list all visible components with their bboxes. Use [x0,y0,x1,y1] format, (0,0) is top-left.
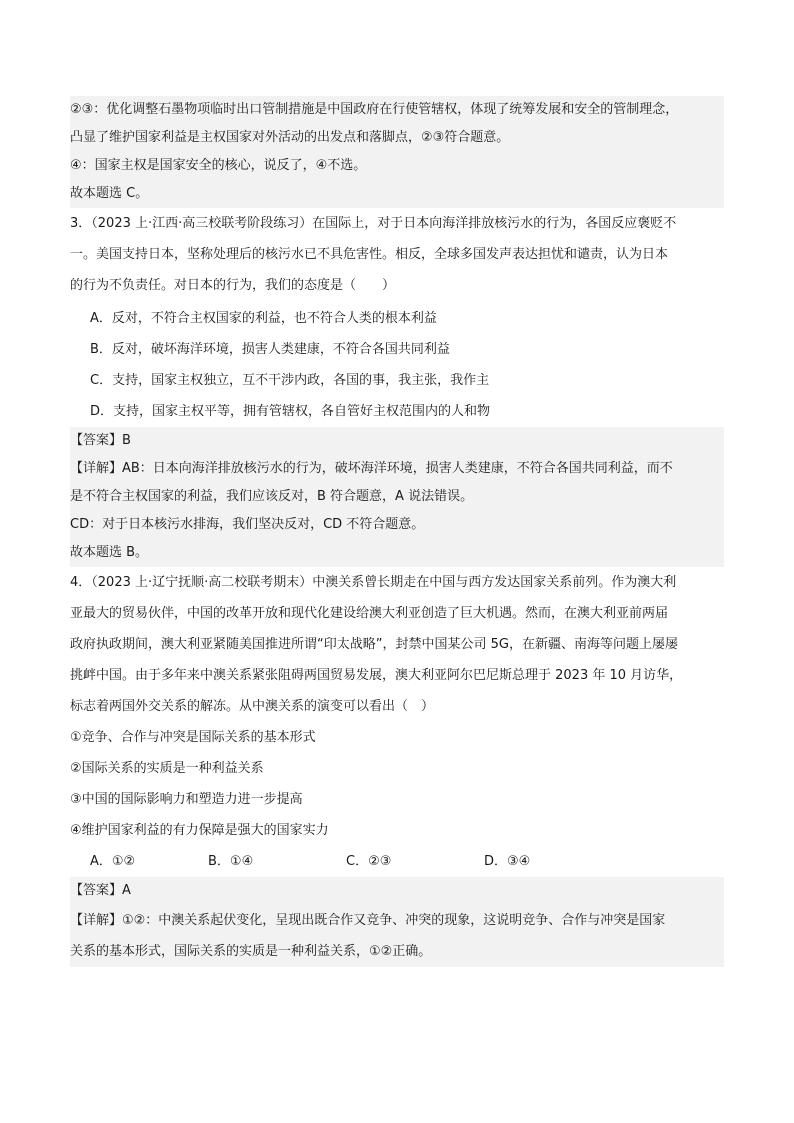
answer-line: 【答案】B [70,427,724,455]
explanation-line: ④：国家主权是国家安全的核心，说反了，④不选。 [70,152,724,180]
explanation-line: ②③：优化调整石墨物项临时出口管制措施是中国政府在行使管辖权，体现了统筹发展和安全的管制理念， [70,96,724,124]
question-stem-line: 政府执政期间，澳大利亚紧随美国推进所谓“印太战略”，封禁中国某公司 5G，在新疆、南海等问题上屡屡 [70,637,678,652]
explanation-line: 关系的基本形式，国际关系的实质是一种利益关系，①②正确。 [70,936,724,967]
statement-4: ④维护国家利益的有力保障是强大的国家实力 [70,823,329,838]
conclusion-line: 故本题选 C。 [70,180,724,208]
question-4 [70,567,724,967]
explanation-line: 凸显了维护国家利益是主权国家对外活动的出发点和落脚点，②③符合题意。 [70,124,724,152]
option-b: B．反对，破坏海洋环境，损害人类建康，不符合各国共同利益 [90,342,450,357]
statement-2: ②国际关系的实质是一种利益关系 [70,761,264,776]
option-c: C．②③ [346,854,392,869]
answer-line: 【答案】A [70,877,724,905]
option-a: A．反对，不符合主权国家的利益，也不符合人类的根本利益 [90,311,437,326]
conclusion-line: 故本题选 B。 [70,539,724,567]
question-stem-line: 4．（2023 上·辽宁抚顺·高二校联考期末）中澳关系曾长期走在中国与西方发达国家关系前列。作为澳大利 [70,575,677,590]
q2-explanation-tail [70,96,724,208]
option-d: D．③④ [484,854,531,869]
option-b: B．①④ [208,854,254,869]
option-d: D．支持，国家主权平等，拥有管辖权，各自管好主权范围内的人和物 [90,404,491,419]
question-stem-line: 一。美国支持日本，坚称处理后的核污水已不具危害性。相反，全球多国发声表达担忧和谴责，认为日本 [70,247,669,262]
question-stem-line: 亚最大的贸易伙伴，中国的改革开放和现代化建设给澳大利亚创造了巨大机遇。然而，在澳大利亚前两届 [70,606,669,621]
question-stem-line: 挑衅中国。由于多年来中澳关系紧张阻碍两国贸易发展，澳大利亚阿尔巴尼斯总理于 2023 年 10 月访华， [70,668,683,683]
question-stem-line: 的行为不负责任。对日本的行为，我们的态度是（ ） [70,278,396,293]
question-stem-line: 标志着两国外交关系的解冻。从中澳关系的演变可以看出（ ） [70,699,435,714]
option-c: C．支持，国家主权独立，互不干涉内政，各国的事，我主张，我作主 [90,373,490,388]
option-a: A．①② [90,854,136,869]
document-page [70,96,724,967]
question-stem-line: 3．（2023 上·江西·高三校联考阶段练习）在国际上，对于日本向海洋排放核污水的行为，各国反应褒贬不 [70,216,677,231]
question-3 [70,208,724,567]
explanation-line: 【详解】①②：中澳关系起伏变化，呈现出既合作又竞争、冲突的现象，这说明竞争、合作与冲突是国家 [70,905,724,936]
statement-1: ①竞争、合作与冲突是国际关系的基本形式 [70,730,316,745]
explanation-line: 【详解】AB：日本向海洋排放核污水的行为，破坏海洋环境，损害人类建康，不符合各国共同利益，而不 [70,455,724,483]
explanation-line: CD：对于日本核污水排海，我们坚决反对，CD 不符合题意。 [70,511,724,539]
explanation-line: 是不符合主权国家的利益，我们应该反对，B 符合题意，A 说法错误。 [70,483,724,511]
statement-3: ③中国的国际影响力和塑造力进一步提高 [70,792,303,807]
options-row [70,846,724,877]
